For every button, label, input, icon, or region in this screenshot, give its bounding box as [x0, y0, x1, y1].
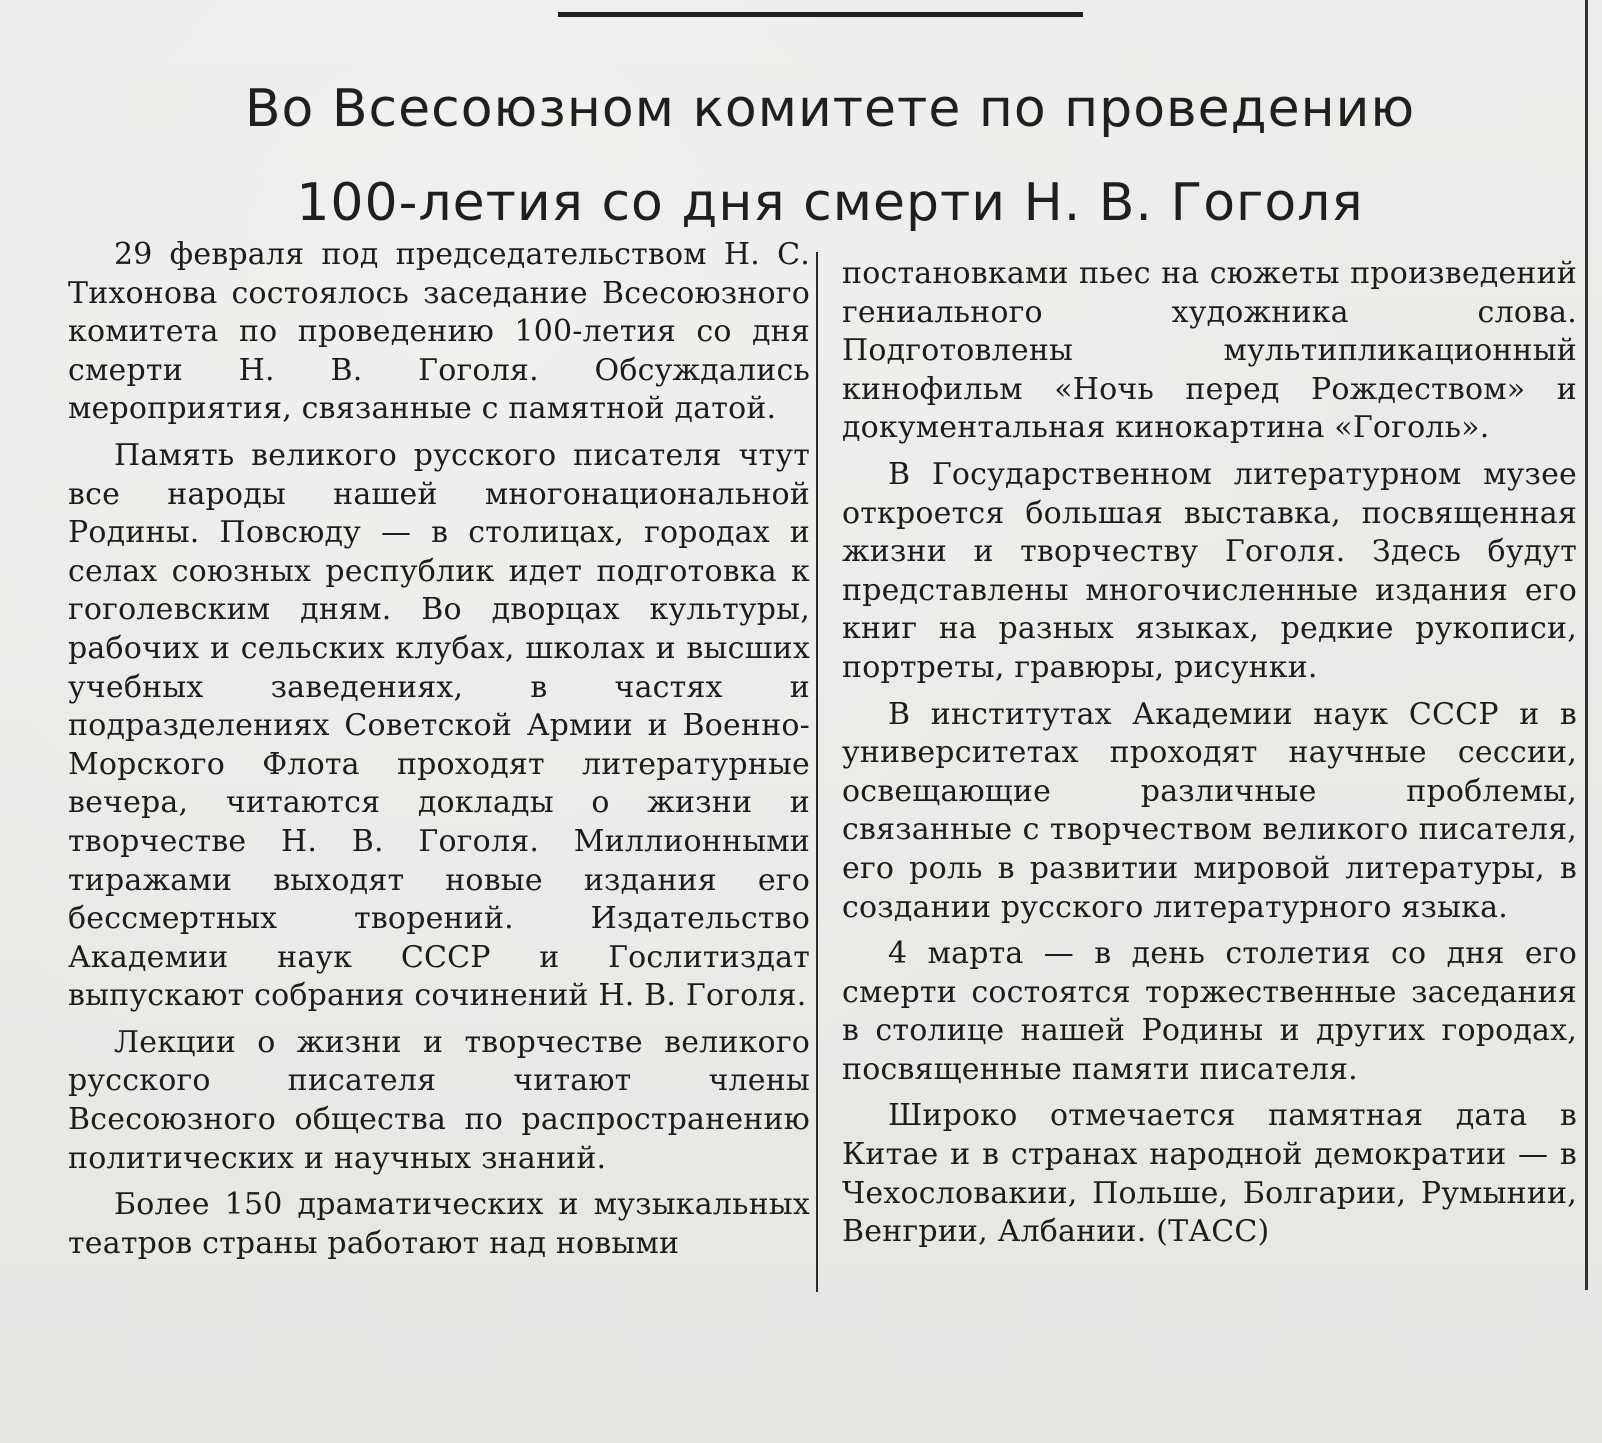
article-headline [160, 62, 1500, 250]
column-divider [816, 252, 818, 1292]
headline-line-2: 100-летия со дня смерти Н. В. Гоголя [296, 173, 1364, 233]
top-rule [558, 12, 1083, 17]
paragraph: Широко отмечается памятная дата в Китае и в странах народной демократии — в Чехословакии, Польше, Болгарии, Румынии, Венгрии, Албании. (ТАСС) [842, 1098, 1577, 1250]
paragraph: В институтах Академии наук СССР и в университетах проходят научные сессии, освещающие различные проблемы, связанные с творчеством великого писателя, его роль в развитии мировой литературы, в создании русского литературного языка. [842, 696, 1577, 925]
paragraph: 29 февраля под председательством Н. С. Тихонова состоялось заседание Всесоюзного комитета по проведению 100-летия со дня смерти Н. В. Гоголя. Обсуждались мероприятия, связанные с памятной датой. [68, 237, 810, 427]
headline-line-1: Во Всесоюзном комитете по проведению [244, 79, 1416, 139]
right-column [842, 255, 1577, 1260]
paragraph: Лекции о жизни и творчестве великого русского писателя читают члены Всесоюзного общества по распространению политических и научных знаний. [68, 1024, 810, 1176]
paragraph: Более 150 драматических и музыкальных театров страны работают над новыми [68, 1187, 810, 1261]
paragraph: В Государственном литературном музее откроется большая выставка, посвященная жизни и творчеству Гоголя. Здесь будут представлены многочисленные издания его книг на разных языках, редкие рукописи, портреты, гравюры, рисунки. [842, 456, 1577, 685]
left-column [68, 236, 810, 1271]
paragraph-continued: постановками пьес на сюжеты произведений гениального художника слова. Подготовлены мультипликационный кинофильм «Ночь перед Рождеством» и документальная кинокартина «Гоголь». [842, 256, 1577, 446]
paragraph: Память великого русского писателя чтут все народы нашей многонациональной Родины. Повсюду — в столицах, городах и селах союзных республик идет подготовка к гоголевским дням. Во дворцах культуры, рабочих и сельских клубах, школах и высших учебных заведениях, в частях и подразделениях Советской Армии и Военно-Морского Флота проходят литературные вечера, читаются доклады о жизни и творчестве Н. В. Гоголя. Миллионными тиражами выходят новые издания его бессмертных творений. Издательство Академии наук СССР и Гослитиздат выпускают собрания сочинений Н. В. Гоголя. [68, 437, 810, 1014]
clipping-edge-line [1585, 0, 1588, 1290]
paragraph: 4 марта — в день столетия со дня его смерти состоятся торжественные заседания в столице нашей Родины и других городах, посвященные памяти писателя. [842, 936, 1577, 1087]
